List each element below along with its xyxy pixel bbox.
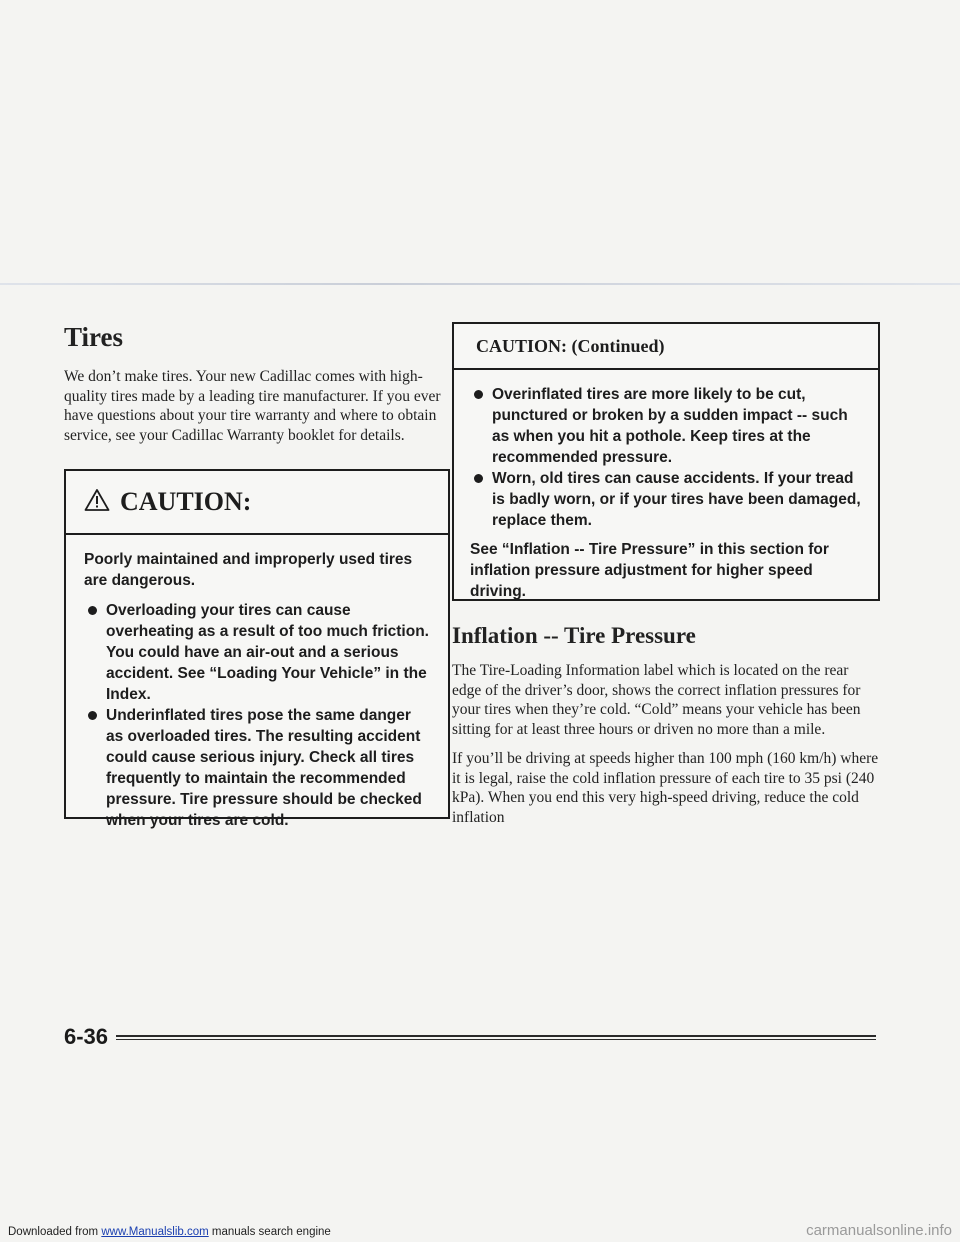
tires-intro: We don’t make tires. Your new Cadillac comes with high-quality tires made by a leading tire manufacturer. If you ever have questions about your tire warranty and where to obtain service, see your Cadillac Warranty booklet for details.: [64, 368, 441, 444]
download-credit: [8, 1226, 331, 1238]
bullet-icon: [474, 474, 483, 483]
list-item: [84, 705, 430, 831]
caution-continued-footer: See “Inflation -- Tire Pressure” in this section for inflation pressure adjustment for higher speed driving.: [470, 541, 829, 600]
download-suffix: manuals search engine: [208, 1226, 331, 1238]
download-prefix: Downloaded from: [8, 1226, 102, 1238]
list-item: [470, 384, 862, 468]
tires-heading: Tires: [64, 322, 124, 352]
list-item: [470, 468, 862, 531]
caution-continued-bullets: [470, 384, 862, 531]
caution-bullets: [84, 600, 430, 831]
bullet-icon: [474, 390, 483, 399]
bullet-text: Overloading your tires can cause overheating as a result of too much friction. You could have an air-out and a serious accident. See “Loading Your Vehicle” in the Index.: [106, 602, 429, 703]
bullet-text: Worn, old tires can cause accidents. If your tread is badly worn, or if your tires have been damaged, replace them.: [492, 470, 861, 529]
bullet-text: Overinflated tires are more likely to be cut, punctured or broken by a sudden impact -- such as when you hit a pothole. Keep tires at the recommended pressure.: [492, 386, 848, 466]
warning-triangle-icon: [84, 488, 110, 517]
inflation-paragraph: If you’ll be driving at speeds higher than 100 mph (160 km/h) where it is legal, raise the cold inflation pressure of each tire to 35 psi (240 kPa). When you end this very high-speed driving, reduce the cold inflation: [452, 750, 879, 826]
caution-body: [66, 535, 448, 831]
caution-title: CAUTION:: [120, 487, 252, 516]
inflation-section: [452, 623, 880, 827]
caution-continued-box: [452, 322, 880, 601]
watermark: carmanualsonline.info: [806, 1222, 952, 1239]
caution-continued-body: [454, 370, 878, 602]
caution-continued-header: [454, 324, 878, 370]
bullet-icon: [88, 606, 97, 615]
manualslib-link[interactable]: www.Manualslib.com: [101, 1226, 209, 1238]
inflation-heading: Inflation -- Tire Pressure: [452, 623, 696, 648]
caution-box: [64, 469, 450, 829]
page-number: 6-36: [64, 1024, 116, 1050]
right-column: [452, 322, 880, 837]
footer-rule: [112, 1035, 876, 1040]
top-divider: [0, 283, 960, 285]
left-column: [64, 322, 450, 829]
caution-continued-title: CAUTION: (Continued): [476, 335, 665, 356]
bullet-text: Underinflated tires pose the same danger as overloaded tires. The resulting accident could cause serious injury. Check all tires frequently to maintain the recommended pressure. Tire pressure should be checked when your tires are cold.: [106, 707, 422, 829]
caution-lead: Poorly maintained and improperly used tires are dangerous.: [84, 551, 413, 589]
list-item: [84, 600, 430, 705]
bullet-icon: [88, 711, 97, 720]
caution-header: [66, 471, 448, 535]
inflation-paragraph: The Tire-Loading Information label which is located on the rear edge of the driver’s door, shows the correct inflation pressures for your tires when they’re cold. “Cold” means your vehicle has been sitting for at least three hours or driven no more than a mile.: [452, 662, 861, 738]
